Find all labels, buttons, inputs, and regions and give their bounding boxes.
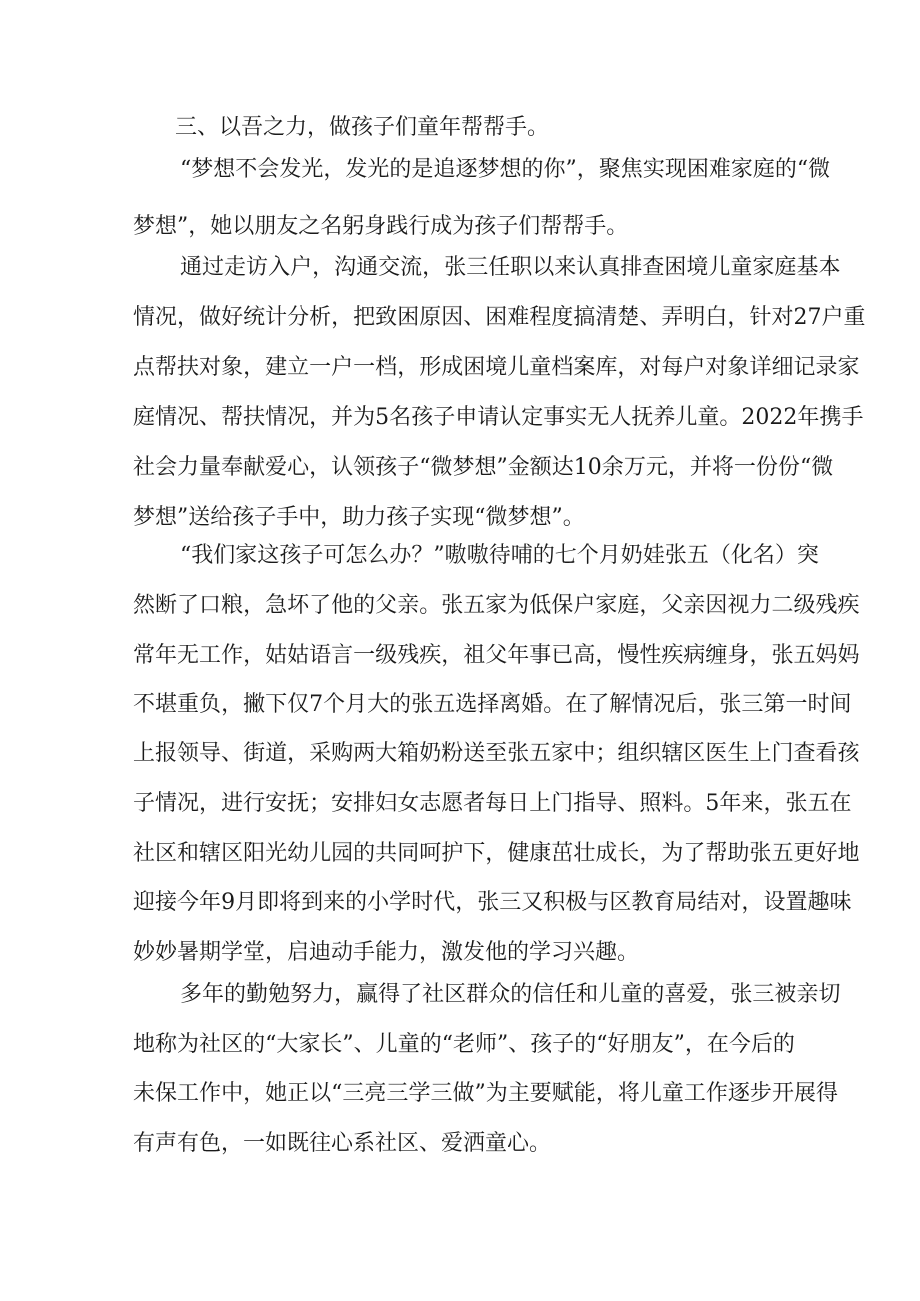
paragraph-line: 上 报 领 导 、 街 道 ， 采 购 两 大 箱 奶 粉 送 至 张 五 家 中 ； 组 织 辖 区 医 生 上 门 查 看 孩: [133, 741, 860, 766]
paragraph-line: “ 梦 想 不 会 发 光 ， 发 光 的 是 追 逐 梦 想 的 你 ” ， 聚 焦 实 现 困 难 家 庭 的 “ 微: [180, 157, 831, 182]
paragraph-line: 不 堪 重 负 ， 撇 下 仅 7 个 月 大 的 张 五 选 择 离 婚 。 在 了 解 情 况 后 ， 张 三 第 一 时 间: [133, 692, 852, 717]
paragraph-line: 社 区 和 辖 区 阳 光 幼 儿 园 的 共 同 呵 护 下 ， 健 康 茁 壮 成 长 ， 为 了 帮 助 张 五 更 好 地: [133, 841, 860, 866]
paragraph-line: 妙妙暑期学堂，启迪动手能力，激发他的学习兴趣。: [133, 940, 640, 965]
paragraph-line: 然 断 了 口 粮 ， 急 坏 了 他 的 父 亲 。 张 五 家 为 低 保 户 家 庭 ， 父 亲 因 视 力 二 级 残 疾: [133, 593, 860, 618]
section-heading: 三、以吾之力，做孩子们童年帮帮手。: [175, 115, 550, 140]
paragraph-line: 子 情 况 ， 进 行 安 抚 ； 安 排 妇 女 志 愿 者 每 日 上 门 指 导 、 照 料 。 5 年 来 ， 张 五 在: [133, 791, 852, 816]
paragraph-line: 未 保 工 作 中 ， 她 正 以 “ 三 亮 三 学 三 做 ” 为 主 要 赋 能 ， 将 儿 童 工 作 逐 步 开 展 得: [133, 1081, 838, 1106]
paragraph-line: 通 过 走 访 入 户 ， 沟 通 交 流 ， 张 三 任 职 以 来 认 真 排 查 困 境 儿 童 家 庭 基 本: [180, 255, 841, 280]
paragraph-line: 梦想”送给孩子手中，助力孩子实现“微梦想”。: [133, 505, 585, 530]
paragraph-line: 情 况 ， 做 好 统 计 分 析 ， 把 致 困 原 因 、 困 难 程 度 搞 清 楚 、 弄 明 白 ， 针 对 2 7 户 重: [133, 305, 866, 330]
paragraph-line: 有声有色，一如既往心系社区、爱洒童心。: [133, 1131, 552, 1156]
paragraph-line: 地 称 为 社 区 的 “ 大 家 长 ” 、 儿 童 的 “ 老 师 ” 、 孩 子 的 “ 好 朋 友 ” ， 在 今 后 的: [133, 1032, 795, 1057]
paragraph-line: 庭 情 况 、 帮 扶 情 况 ， 并 为 5 名 孩 子 申 请 认 定 事 实 无 人 抚 养 儿 童 。 2 0 2 2 年 携 手: [133, 405, 864, 430]
paragraph-line: “ 我 们 家 这 孩 子 可 怎 么 办 ？ ” 嗷 嗷 待 哺 的 七 个 月 奶 娃 张 五 （ 化 名 ） 突: [180, 543, 819, 568]
paragraph-line: 多 年 的 勤 勉 努 力 ， 赢 得 了 社 区 群 众 的 信 任 和 儿 童 的 喜 爱 ， 张 三 被 亲 切: [180, 982, 841, 1007]
paragraph-line: 社 会 力 量 奉 献 爱 心 ， 认 领 孩 子 “ 微 梦 想 ” 金 额 达 1 0 余 万 元 ， 并 将 一 份 份 “ 微: [133, 455, 834, 480]
paragraph-line: 迎 接 今 年 9 月 即 将 到 来 的 小 学 时 代 ， 张 三 又 积 极 与 区 教 育 局 结 对 ， 设 置 趣 味: [133, 890, 852, 915]
paragraph-line: 梦想”，她以朋友之名躬身践行成为孩子们帮帮手。: [133, 214, 629, 239]
paragraph-line: 常 年 无 工 作 ， 姑 姑 语 言 一 级 残 疾 ， 祖 父 年 事 已 高 ， 慢 性 疾 病 缠 身 ， 张 五 妈 妈: [133, 643, 860, 668]
paragraph-line: 点 帮 扶 对 象 ， 建 立 一 户 一 档 ， 形 成 困 境 儿 童 档 案 库 ， 对 每 户 对 象 详 细 记 录 家: [133, 355, 860, 380]
